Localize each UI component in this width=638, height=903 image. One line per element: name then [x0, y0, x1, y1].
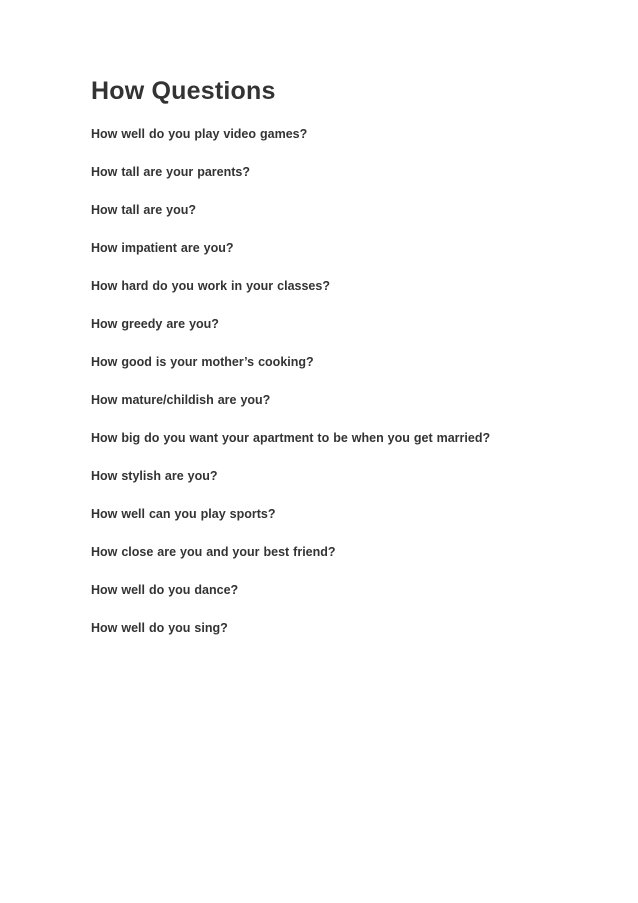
question-item: How well do you play video games? [91, 127, 308, 141]
page-title: How Questions [91, 77, 276, 105]
question-list [91, 122, 611, 654]
question-item: How mature/childish are you? [91, 393, 271, 407]
question-item: How good is your mother’s cooking? [91, 355, 314, 369]
question-item: How well do you sing? [91, 621, 228, 635]
question-item: How impatient are you? [91, 241, 234, 255]
question-item: How close are you and your best friend? [91, 545, 336, 559]
question-item: How hard do you work in your classes? [91, 279, 330, 293]
question-item: How stylish are you? [91, 469, 218, 483]
question-item: How tall are your parents? [91, 165, 250, 179]
question-item: How greedy are you? [91, 317, 219, 331]
question-item: How well do you dance? [91, 583, 239, 597]
question-item: How big do you want your apartment to be when you get married? [91, 431, 491, 445]
question-item: How tall are you? [91, 203, 196, 217]
question-item: How well can you play sports? [91, 507, 276, 521]
